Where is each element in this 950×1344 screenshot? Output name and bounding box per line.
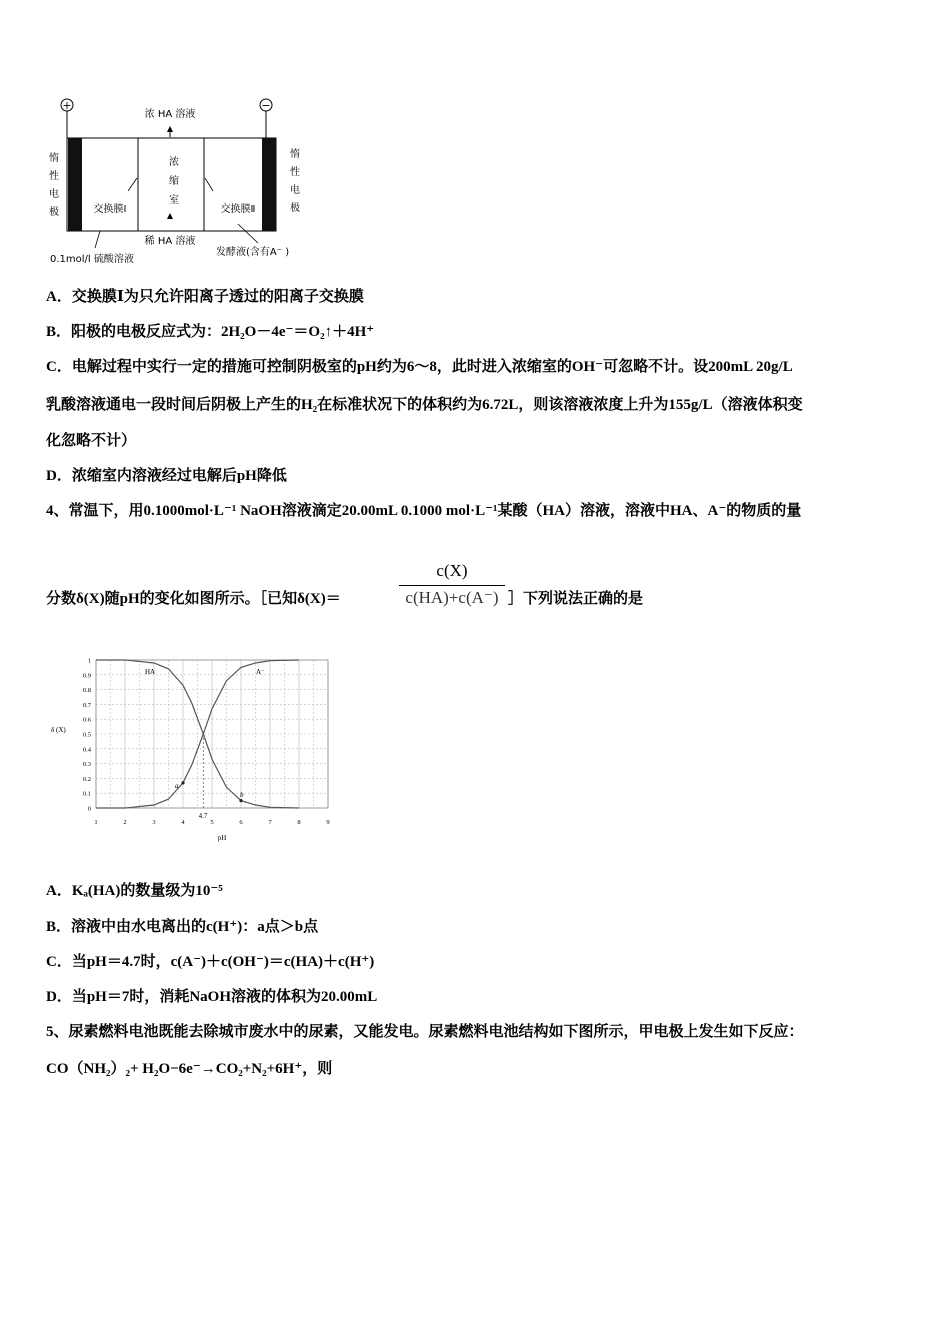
- left-electrode: [68, 138, 82, 231]
- y-tick-label: 0.9: [82, 672, 91, 680]
- right-solution-label: 发酵液(含有A⁻ ): [216, 247, 290, 258]
- x-tick-label: 1: [94, 819, 98, 826]
- negative-sign: −: [261, 99, 271, 112]
- left-electrode-label-1: 惰: [49, 153, 59, 164]
- y-tick-label: 1: [87, 657, 91, 665]
- q3-option-b: B．阳极的电极反应式为：2H₂O－4e⁻＝O₂↑＋4H⁺: [46, 324, 375, 340]
- right-electrode-label-4: 极: [290, 203, 300, 214]
- left-electrode-label-3: 电: [49, 189, 59, 200]
- chart-grid: [96, 660, 328, 808]
- fraction-numerator: c(X): [436, 561, 468, 580]
- center-label-1: 浓: [169, 157, 179, 168]
- q3-option-c-line2: 乳酸溶液通电一段时间后阴极上产生的H₂在标准状况下的体积约为6.72L，则该溶液浓度上升为155g/L（溶液体积变: [46, 397, 803, 413]
- q4-stem-line2-post: ］下列说法正确的是: [508, 591, 644, 607]
- right-electrode-label-3: 电: [290, 185, 300, 196]
- right-electrode-label-2: 性: [290, 167, 300, 178]
- membrane-1-label: 交换膜Ⅰ: [93, 204, 127, 215]
- y-tick-label: 0: [87, 805, 91, 813]
- y-tick-label: 0.6: [82, 716, 91, 724]
- x-tick-label: 2: [123, 819, 127, 826]
- top-solution-label: 浓 HA 溶液: [144, 109, 196, 120]
- fraction-denominator: c(HA)+c(A⁻): [405, 588, 499, 607]
- y-tick-label: 0.8: [82, 687, 91, 695]
- center-label-3: 室: [169, 195, 179, 206]
- q5-stem-line2: CO（NH₂）₂+ H₂O−6e⁻→CO₂+N₂+6H⁺，则: [46, 1061, 333, 1077]
- q4-stem-line1: 4、常温下，用0.1000mol·L⁻¹ NaOH溶液滴定20.00mL 0.1000 mol·L⁻¹某酸（HA）溶液，溶液中HA、A⁻的物质的量: [46, 503, 802, 519]
- electrolysis-diagram: [40, 95, 310, 270]
- arrow-up-icon: [167, 126, 173, 132]
- left-electrode-label-2: 性: [49, 171, 59, 182]
- center-label-2: 缩: [169, 176, 179, 187]
- x-tick-label: 6: [239, 819, 243, 826]
- q4-option-b: B．溶液中由水电离出的c(H⁺)：a点＞b点: [46, 919, 319, 935]
- x-tick-label: 8: [297, 819, 301, 826]
- q5-stem-line1: 5、尿素燃料电池既能去除城市废水中的尿素，又能发电。尿素燃料电池结构如下图所示，甲电极上发生如下反应：: [46, 1024, 804, 1040]
- right-electrode-label-1: 惰: [290, 149, 300, 160]
- series-label-a: A⁻: [256, 668, 265, 676]
- point-a-label: a: [175, 782, 179, 790]
- right-electrode: [262, 138, 276, 231]
- x-tick-label: 3: [152, 819, 156, 826]
- x-tick-label: 9: [326, 819, 330, 826]
- membrane-2-label: 交换膜Ⅱ: [220, 204, 256, 215]
- data-point-a: [181, 781, 184, 784]
- q4-stem-line2-pre: 分数δ(X)随pH的变化如图所示。［已知δ(X)＝: [46, 591, 341, 607]
- fraction-bar: [399, 585, 505, 586]
- y-tick-label: 0.2: [82, 775, 91, 783]
- delta-ph-chart: [48, 650, 338, 850]
- x-tick-label: 5: [210, 819, 214, 826]
- q3-option-c-line3: 化忽略不计）: [46, 433, 137, 449]
- q3-option-d: D．浓缩室内溶液经过电解后pH降低: [46, 468, 287, 484]
- q4-option-d: D．当pH＝7时，消耗NaOH溶液的体积为20.00mL: [46, 989, 378, 1005]
- y-axis-label: δ (X): [51, 726, 66, 734]
- data-point-b: [239, 799, 242, 802]
- q3-option-c-line1: C．电解过程中实行一定的措施可控制阴极室的pH约为6～8，此时进入浓缩室的OH⁻可忽略不计。设200mL 20g/L: [46, 359, 793, 375]
- y-tick-label: 0.4: [82, 746, 91, 754]
- left-solution-label: 0.1mol/l 硫酸溶液: [50, 254, 134, 265]
- x-tick-label: 4: [181, 819, 185, 826]
- y-tick-label: 0.5: [82, 731, 91, 739]
- q4-option-a: A．Kₐ(HA)的数量级为10⁻⁵: [46, 883, 223, 899]
- arrow-up-icon: [167, 213, 173, 219]
- pka-marker-label: 4.7: [198, 812, 208, 820]
- y-tick-label: 0.7: [82, 701, 91, 709]
- y-tick-label: 0.3: [82, 761, 91, 769]
- q4-option-c: C．当pH＝4.7时，c(A⁻)＋c(OH⁻)＝c(HA)＋c(H⁺): [46, 954, 375, 970]
- positive-sign: +: [62, 99, 72, 112]
- bottom-solution-label: 稀 HA 溶液: [144, 236, 196, 247]
- left-electrode-label-4: 极: [49, 207, 59, 218]
- x-tick-label: 7: [268, 819, 272, 826]
- point-b-label: b: [240, 791, 244, 799]
- y-tick-label: 0.1: [82, 790, 91, 798]
- series-label-ha: HA: [145, 668, 156, 676]
- x-axis-label: pH: [217, 834, 227, 842]
- q3-option-a: A．交换膜Ⅰ为只允许阳离子透过的阳离子交换膜: [46, 289, 364, 305]
